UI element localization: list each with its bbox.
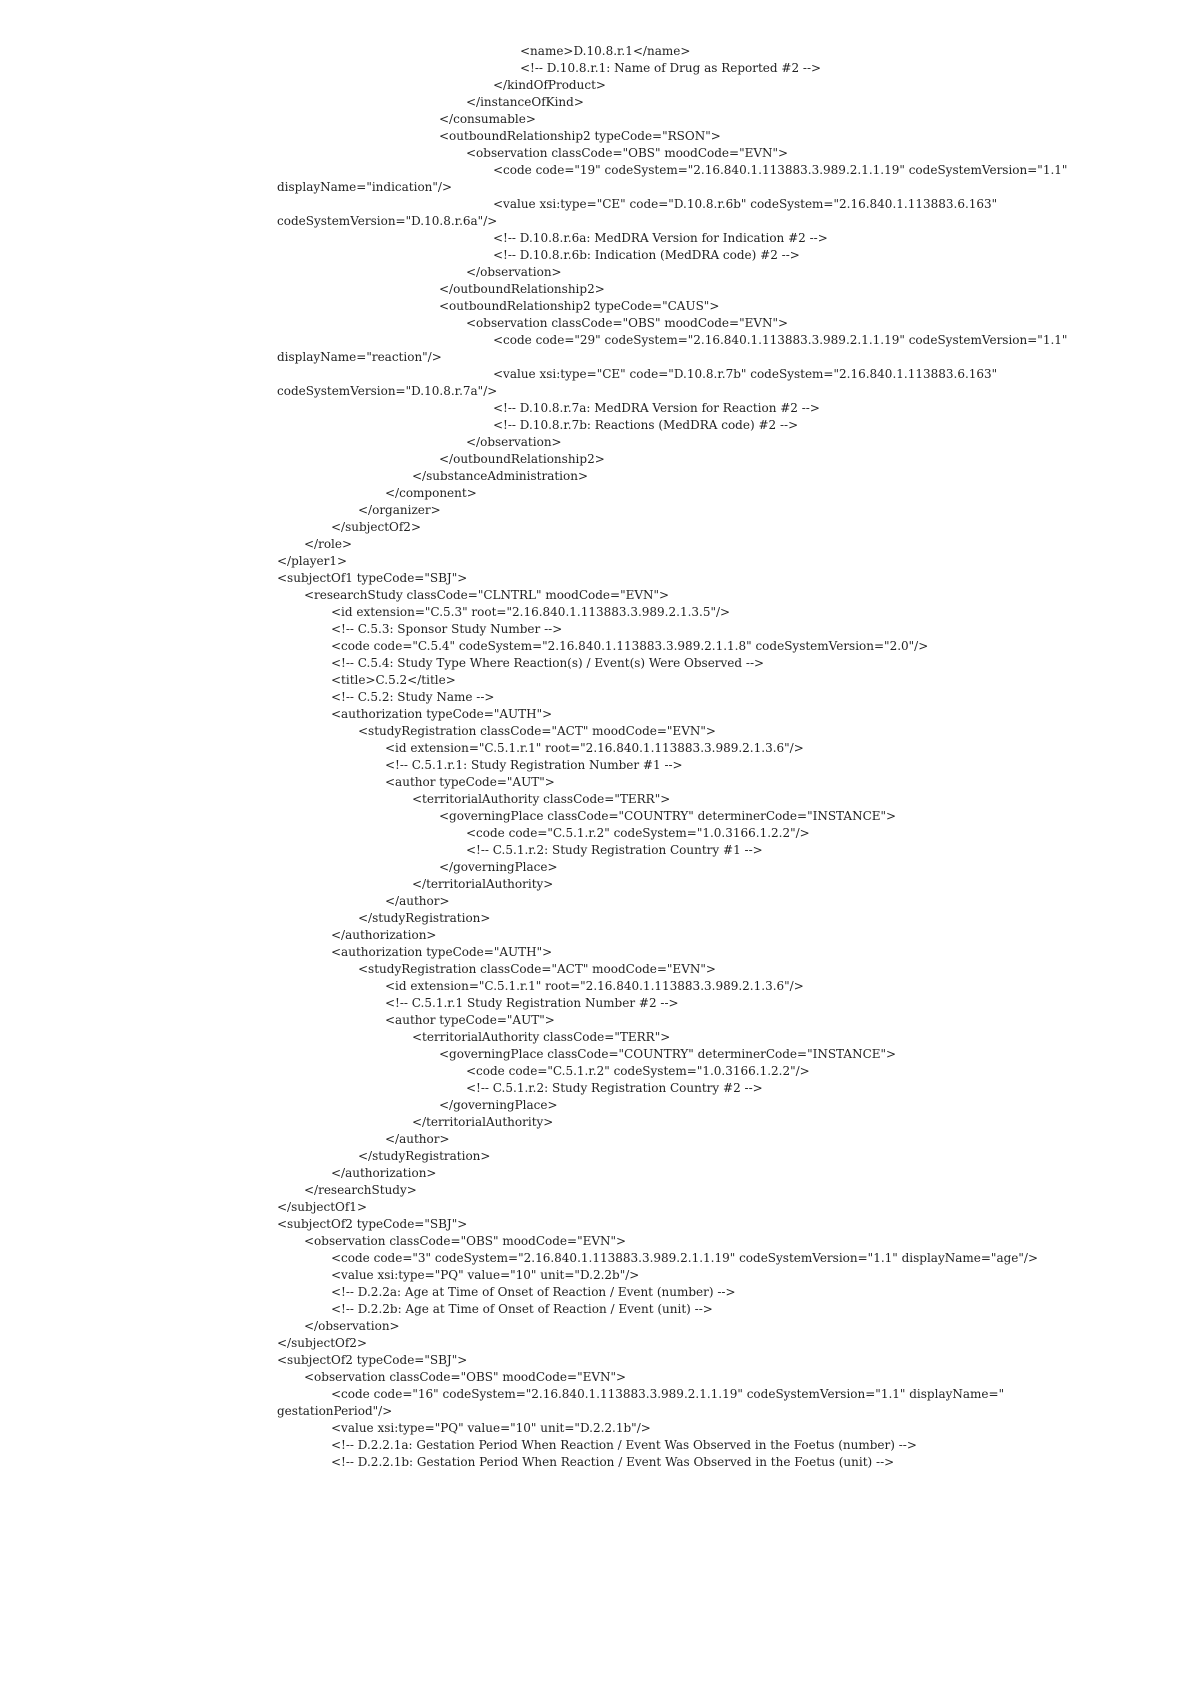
code-line: <!-- D.10.8.r.7a: MedDRA Version for Reaction #2 --> [493,401,820,415]
code-line: <code code="C.5.1.r.2" codeSystem="1.0.3166.1.2.2"/> [466,1064,810,1078]
code-line: <researchStudy classCode="CLNTRL" moodCode="EVN"> [304,588,670,602]
code-line: </subjectOf1> [277,1200,367,1214]
code-line: <authorization typeCode="AUTH"> [331,945,553,959]
code-line: </consumable> [439,112,536,126]
code-line: <!-- D.10.8.r.6a: MedDRA Version for Indication #2 --> [493,231,828,245]
code-line: <observation classCode="OBS" moodCode="EVN"> [466,146,789,160]
code-line: </organizer> [358,503,441,517]
code-line: <studyRegistration classCode="ACT" moodCode="EVN"> [358,724,716,738]
code-line: <!-- C.5.2: Study Name --> [331,690,495,704]
code-line: <territorialAuthority classCode="TERR"> [412,792,671,806]
code-line: </player1> [277,554,348,568]
code-line: <!-- D.2.2b: Age at Time of Onset of Reaction / Event (unit) --> [331,1302,713,1316]
code-line: <author typeCode="AUT"> [385,775,555,789]
code-line: </component> [385,486,477,500]
code-line: <!-- D.10.8.r.7b: Reactions (MedDRA code) #2 --> [493,418,799,432]
code-line: displayName="reaction"/> [277,350,442,364]
code-line: </observation> [466,435,562,449]
code-line: <code code="3" codeSystem="2.16.840.1.113883.3.989.2.1.1.19" codeSystemVersion="1.1" displayName="age"/> [331,1251,1039,1265]
code-line: displayName="indication"/> [277,180,453,194]
code-line: <studyRegistration classCode="ACT" moodCode="EVN"> [358,962,716,976]
code-line: <id extension="C.5.1.r.1" root="2.16.840.1.113883.3.989.2.1.3.6"/> [385,979,804,993]
code-line: <code code="19" codeSystem="2.16.840.1.113883.3.989.2.1.1.19" codeSystemVersion="1.1" [493,163,1068,177]
code-line: <observation classCode="OBS" moodCode="EVN"> [466,316,789,330]
code-line: <!-- D.2.2.1a: Gestation Period When Reaction / Event Was Observed in the Foetus (number) --> [331,1438,917,1452]
document-page [40,40,1123,1601]
code-line: <value xsi:type="PQ" value="10" unit="D.2.2b"/> [331,1268,640,1282]
code-line: <subjectOf2 typeCode="SBJ"> [277,1353,468,1367]
code-line: <code code="29" codeSystem="2.16.840.1.113883.3.989.2.1.1.19" codeSystemVersion="1.1" [493,333,1068,347]
code-line: </subjectOf2> [331,520,421,534]
code-line: <id extension="C.5.3" root="2.16.840.1.113883.3.989.2.1.3.5"/> [331,605,731,619]
code-line: </territorialAuthority> [412,1115,554,1129]
code-line: </researchStudy> [304,1183,417,1197]
code-line: <id extension="C.5.1.r.1" root="2.16.840.1.113883.3.989.2.1.3.6"/> [385,741,804,755]
code-line: <!-- C.5.1.r.1 Study Registration Number #2 --> [385,996,679,1010]
code-line: codeSystemVersion="D.10.8.r.6a"/> [277,214,498,228]
code-line: </authorization> [331,1166,437,1180]
code-line: <!-- C.5.4: Study Type Where Reaction(s) / Event(s) Were Observed --> [331,656,765,670]
code-line: <code code="16" codeSystem="2.16.840.1.113883.3.989.2.1.1.19" codeSystemVersion="1.1" displayName=" [331,1387,1005,1401]
code-line: <territorialAuthority classCode="TERR"> [412,1030,671,1044]
code-line: <!-- C.5.1.r.2: Study Registration Country #1 --> [466,843,763,857]
code-line: <authorization typeCode="AUTH"> [331,707,553,721]
code-line: <governingPlace classCode="COUNTRY" determinerCode="INSTANCE"> [439,1047,897,1061]
code-line: </author> [385,894,450,908]
code-line: codeSystemVersion="D.10.8.r.7a"/> [277,384,498,398]
code-line: </substanceAdministration> [412,469,589,483]
code-line: </outboundRelationship2> [439,282,605,296]
code-line: <!-- D.2.2.1b: Gestation Period When Reaction / Event Was Observed in the Foetus (unit) --> [331,1455,895,1469]
code-line: <value xsi:type="PQ" value="10" unit="D.2.2.1b"/> [331,1421,651,1435]
code-line: <name>D.10.8.r.1</name> [520,44,691,58]
code-line: <outboundRelationship2 typeCode="CAUS"> [439,299,720,313]
code-line: <subjectOf1 typeCode="SBJ"> [277,571,468,585]
code-line: </outboundRelationship2> [439,452,605,466]
code-line: </studyRegistration> [358,911,491,925]
code-line: <value xsi:type="CE" code="D.10.8.r.6b" codeSystem="2.16.840.1.113883.6.163" [493,197,998,211]
code-line: <outboundRelationship2 typeCode="RSON"> [439,129,721,143]
code-line: <observation classCode="OBS" moodCode="EVN"> [304,1370,627,1384]
code-line: <code code="C.5.1.r.2" codeSystem="1.0.3166.1.2.2"/> [466,826,810,840]
code-line: <observation classCode="OBS" moodCode="EVN"> [304,1234,627,1248]
code-line: <!-- C.5.3: Sponsor Study Number --> [331,622,563,636]
code-line: </kindOfProduct> [493,78,606,92]
code-line: <!-- C.5.1.r.2: Study Registration Country #2 --> [466,1081,763,1095]
code-line: <!-- D.10.8.r.6b: Indication (MedDRA code) #2 --> [493,248,800,262]
code-line: <!-- C.5.1.r.1: Study Registration Number #1 --> [385,758,683,772]
code-line: </governingPlace> [439,1098,558,1112]
code-line: <value xsi:type="CE" code="D.10.8.r.7b" codeSystem="2.16.840.1.113883.6.163" [493,367,998,381]
code-line: </author> [385,1132,450,1146]
code-line: </instanceOfKind> [466,95,584,109]
code-line: <!-- D.10.8.r.1: Name of Drug as Reported #2 --> [520,61,822,75]
code-line: </territorialAuthority> [412,877,554,891]
code-line: </studyRegistration> [358,1149,491,1163]
code-line: </governingPlace> [439,860,558,874]
code-line: <subjectOf2 typeCode="SBJ"> [277,1217,468,1231]
code-line: <!-- D.2.2a: Age at Time of Onset of Reaction / Event (number) --> [331,1285,736,1299]
code-line: </observation> [304,1319,400,1333]
code-line: gestationPeriod"/> [277,1404,393,1418]
code-line: </observation> [466,265,562,279]
code-line: <title>C.5.2</title> [331,673,456,687]
code-line: </role> [304,537,353,551]
code-line: <governingPlace classCode="COUNTRY" determinerCode="INSTANCE"> [439,809,897,823]
code-line: <code code="C.5.4" codeSystem="2.16.840.1.113883.3.989.2.1.1.8" codeSystemVersion="2.0"/> [331,639,929,653]
code-line: </subjectOf2> [277,1336,367,1350]
code-line: </authorization> [331,928,437,942]
code-line: <author typeCode="AUT"> [385,1013,555,1027]
